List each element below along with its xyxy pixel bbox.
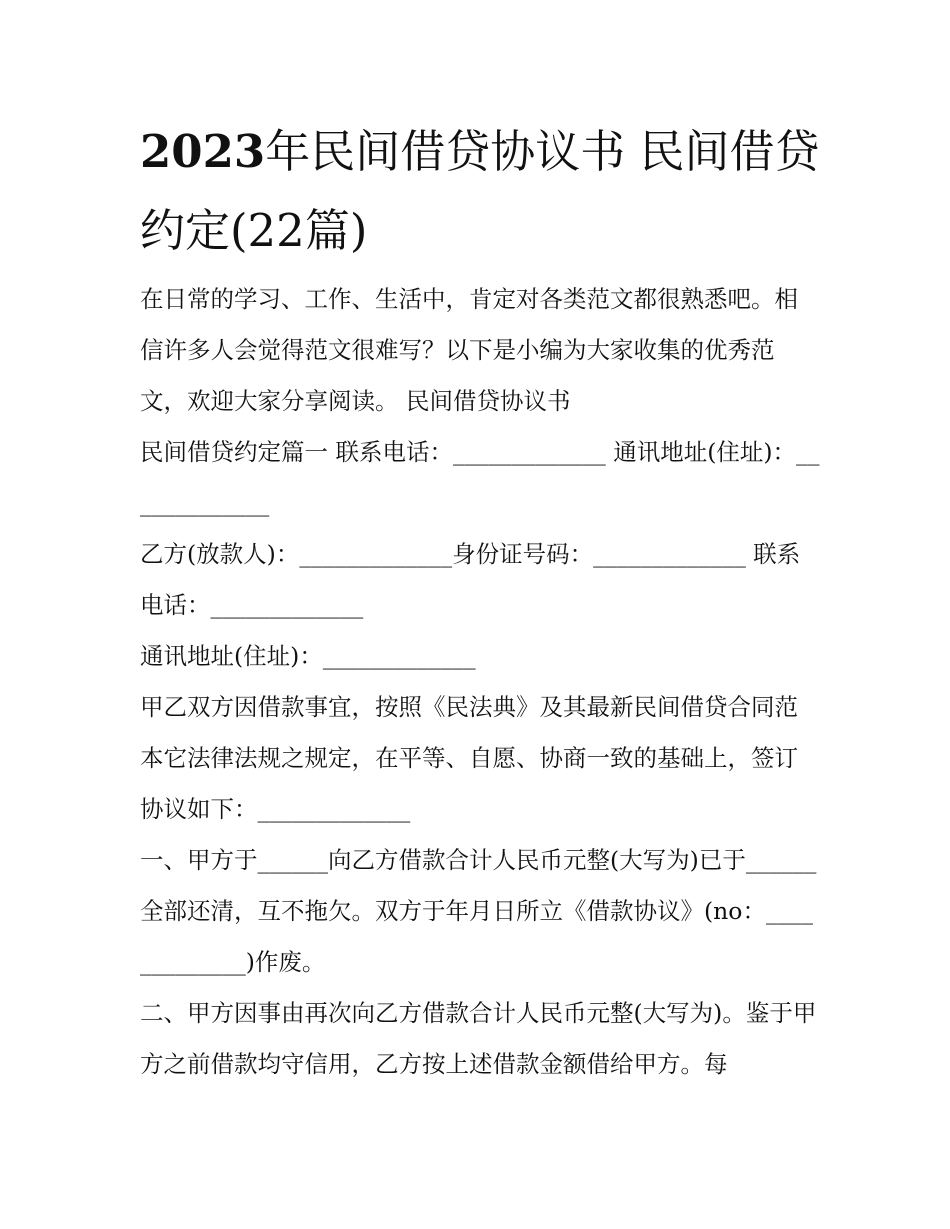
paragraph-contact-phone: 民间借贷约定篇一 联系电话：_____________ 通讯地址(住址)：_____________: [140, 438, 820, 517]
title-year: 2023: [140, 125, 266, 178]
paragraph-address: 通讯地址(住址)：_____________: [140, 642, 476, 670]
paragraph-intro: 在日常的学习、工作、生活中，肯定对各类范文都很熟悉吧。相信许多人会觉得范文很难写？以下是小编为大家收集的优秀范文，欢迎大家分享阅读。 民间借贷协议书: [140, 285, 798, 415]
document-title: 2023年民间借贷协议书 民间借贷约定(22篇): [140, 125, 820, 257]
paragraph-agreement-basis: 甲乙双方因借款事宜，按照《民法典》及其最新民间借贷合同范本它法律法规之规定，在平等、自愿、协商一致的基础上，签订协议如下：_____________: [140, 693, 798, 823]
paragraph-clause-two: 二、甲方因事由再次向乙方借款合计人民币元整(大写为)。鉴于甲方之前借款均守信用，乙方按上述借款金额借给甲方。每: [140, 999, 817, 1078]
document-body: [140, 274, 820, 1090]
paragraph-party-b: 乙方(放款人)：_____________身份证号码：_____________ 联系电话：_____________: [140, 540, 801, 619]
paragraph-clause-one: 一、甲方于______向乙方借款合计人民币元整(大写为)已于______全部还清，互不拖欠。双方于年月日所立《借款协议》(no：_____________)作废。: [140, 846, 817, 976]
